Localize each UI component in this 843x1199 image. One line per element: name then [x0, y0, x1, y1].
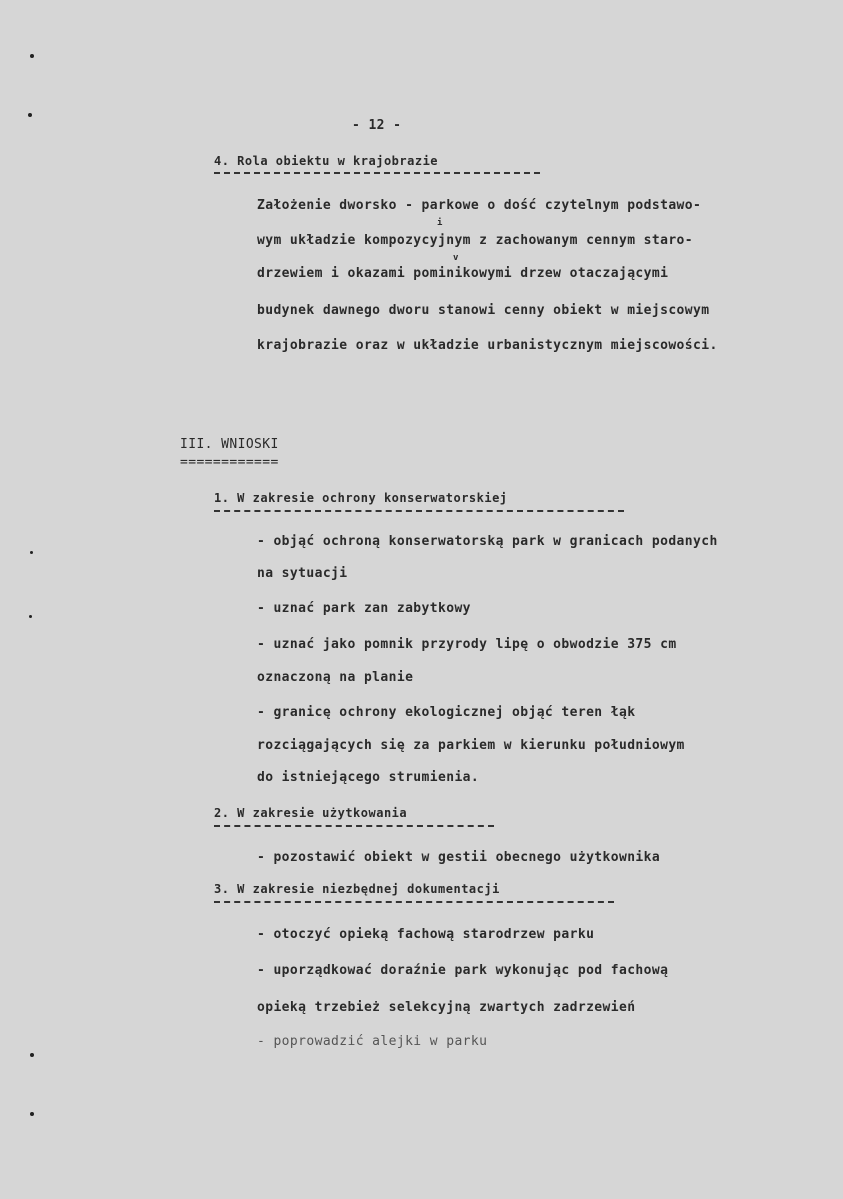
subsection-1-item: na sytuacji: [257, 566, 348, 581]
section-iii-underline: ============: [180, 455, 279, 470]
section-iii-heading: III. WNIOSKI: [180, 437, 279, 452]
subsection-3-item: - otoczyć opieką fachową starodrzew parku: [257, 927, 595, 942]
margin-dot: [28, 113, 32, 117]
subsection-1-item: oznaczoną na planie: [257, 670, 414, 685]
subsection-3-underline: [214, 901, 614, 903]
subsection-1-heading: 1. W zakresie ochrony konserwatorskiej: [214, 491, 508, 505]
subsection-1-item: - granicę ochrony ekologicznej objąć teren łąk: [257, 705, 636, 720]
subsection-3-item: opieką trzebież selekcyjną zwartych zadrzewień: [257, 1000, 636, 1015]
section-4-line-1: Założenie dworsko - parkowe o dość czytelnym podstawo-: [257, 198, 702, 213]
subsection-2-underline: [214, 825, 494, 827]
subsection-3-item: - poprowadzić alejki w parku: [257, 1034, 488, 1049]
subsection-2-item: - pozostawić obiekt w gestii obecnego użytkownika: [257, 850, 661, 865]
margin-dot: [29, 615, 32, 618]
correction-mark: v: [453, 253, 459, 263]
subsection-2-heading: 2. W zakresie użytkowania: [214, 806, 408, 820]
section-4-line-2: wym układzie kompozycyjnym z zachowanym cennym staro-: [257, 233, 694, 248]
margin-dot: [30, 1053, 34, 1057]
section-4-line-4: budynek dawnego dworu stanowi cenny obiekt w miejscowym: [257, 303, 710, 318]
subsection-1-item: rozciągających się za parkiem w kierunku południowym: [257, 738, 685, 753]
margin-dot: [30, 551, 33, 554]
subsection-1-item: - uznać jako pomnik przyrody lipę o obwodzie 375 cm: [257, 637, 677, 652]
section-4-underline: [214, 172, 540, 174]
margin-dot: [30, 1112, 34, 1116]
section-4-heading: 4. Rola obiektu w krajobrazie: [214, 154, 439, 168]
margin-dot: [30, 54, 34, 58]
section-4-line-5: krajobrazie oraz w układzie urbanistycznym miejscowości.: [257, 338, 718, 353]
subsection-3-heading: 3. W zakresie niezbędnej dokumentacji: [214, 882, 500, 896]
subsection-1-item: do istniejącego strumienia.: [257, 770, 480, 785]
subsection-1-item: - uznać park zan zabytkowy: [257, 601, 471, 616]
correction-mark: i: [437, 218, 443, 228]
subsection-3-item: - uporządkować doraźnie park wykonując pod fachową: [257, 963, 669, 978]
page-number: - 12 -: [352, 118, 402, 133]
subsection-1-item: - objąć ochroną konserwatorską park w granicach podanych: [257, 534, 718, 549]
section-4-line-3: drzewiem i okazami pominikowymi drzew otaczającymi: [257, 266, 669, 281]
subsection-1-underline: [214, 510, 624, 512]
